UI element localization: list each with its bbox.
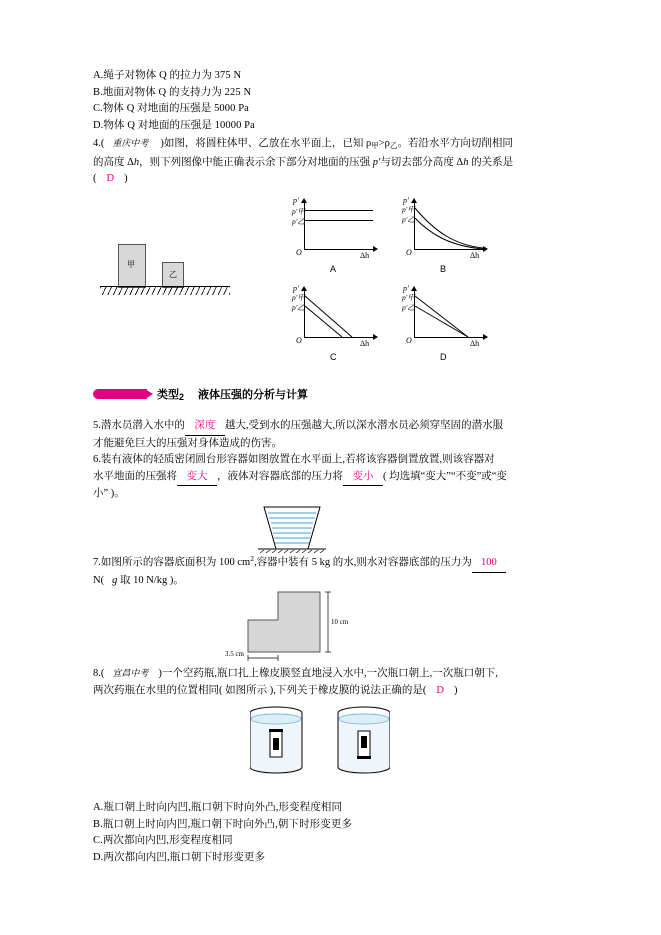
graph-d-tick-jia: p′甲 bbox=[402, 293, 415, 302]
q5-number: 5. bbox=[93, 420, 101, 431]
q4-var-h2: h bbox=[463, 156, 469, 168]
question-7 bbox=[93, 551, 571, 589]
graph-c bbox=[290, 284, 382, 362]
graph-a-tick-yi: p′乙 bbox=[292, 217, 305, 226]
graph-b-y-label: p′ bbox=[403, 196, 409, 205]
graph-a-tick-jia: p′甲 bbox=[292, 207, 305, 216]
section-arrow-icon bbox=[145, 389, 153, 399]
graph-a-y-label: p′ bbox=[293, 196, 299, 205]
graph-a-caption: A bbox=[330, 264, 337, 274]
graph-c-caption: C bbox=[330, 352, 337, 362]
q7-text-b: ,容器中装有 5 kg 的水,则水对容器底部的压力为 bbox=[253, 557, 472, 568]
q6-text-a: 装有液体的轻质密闭圆台形容器如图放置在水平面上,若将该容器倒置放置,则该容器对 bbox=[100, 454, 495, 465]
q4-stem-5: 与切去部分高度 Δ bbox=[380, 156, 464, 168]
graph-b-origin: O bbox=[406, 248, 412, 257]
q3-option-c-text: C.物体 Q 对地面的压强是 5000 Pa bbox=[93, 103, 249, 114]
graph-a-x-arrow bbox=[373, 246, 378, 252]
graph-c-y-label: p′ bbox=[293, 284, 299, 293]
graph-b-x-label: Δh bbox=[470, 251, 480, 260]
ground-hatching bbox=[100, 287, 230, 295]
question-5 bbox=[93, 418, 571, 452]
l-container-height-label: 10 cm bbox=[331, 618, 349, 626]
section-title-text: 液体压强的分析与计算 bbox=[198, 389, 309, 401]
q8-options bbox=[93, 800, 571, 866]
q4-stem-6: 的关系是 bbox=[468, 156, 514, 168]
graph-b-tick-yi: p′乙 bbox=[402, 215, 415, 224]
graph-c-tick-jia: p′甲 bbox=[292, 293, 305, 302]
q3-option-a bbox=[93, 68, 571, 85]
q4-answer: D bbox=[106, 173, 115, 184]
q3-option-b bbox=[93, 85, 571, 102]
q6-number: 6. bbox=[93, 454, 101, 465]
graph-c-origin: O bbox=[296, 336, 302, 345]
q4-stem-4: ，则下列图像中能正确表示余下部分对地面的压强 bbox=[139, 156, 373, 168]
graph-a bbox=[290, 196, 382, 274]
q5-text-a: 潜水员潜入水中的 bbox=[100, 420, 185, 431]
graph-d-y-label: p′ bbox=[403, 284, 409, 293]
graph-d-x-label: Δh bbox=[470, 339, 480, 348]
section-number: 2 bbox=[179, 392, 185, 402]
q7-answer-blank: 100 bbox=[472, 555, 506, 573]
q7-var-g: g bbox=[112, 574, 118, 586]
q7-text-c: N( bbox=[93, 574, 105, 586]
q3-option-b-text: B.地面对物体 Q 的支持力为 225 N bbox=[93, 86, 252, 98]
section-bar bbox=[93, 389, 147, 399]
q4-stem-1: )如图，将圆柱体甲、乙放在水平面上，已知 ρ bbox=[160, 138, 372, 149]
q8-exam-tag: 宜昌中考 bbox=[112, 668, 149, 678]
q6-text-b: 水平地面的压强将 bbox=[93, 470, 177, 482]
q8-stem-1: )一个空药瓶,瓶口扎上橡皮膜竖直地浸入水中,一次瓶口朝上,一次瓶口朝下, bbox=[158, 668, 498, 679]
graph-a-x-label: Δh bbox=[360, 251, 370, 260]
q7-number: 7. bbox=[93, 557, 101, 568]
questions-5-6 bbox=[93, 418, 571, 503]
q4-sub-yi: 乙 bbox=[389, 141, 398, 150]
graph-b bbox=[400, 196, 492, 274]
q8-option-b-text: B.瓶口朝上时向内凹,瓶口朝下时向外凸,朝下时形变更多 bbox=[93, 818, 353, 830]
graph-d-origin: O bbox=[406, 336, 412, 345]
q6-answer-blank-1: 变大 bbox=[177, 469, 217, 487]
q4-sub-jia: 甲 bbox=[371, 141, 379, 150]
graph-d-lines bbox=[400, 286, 492, 342]
q4-answer-close: ) bbox=[124, 173, 128, 184]
graph-a-line-jia bbox=[305, 210, 373, 211]
l-container-width-label: 3.5 cm bbox=[224, 650, 244, 658]
q4-var-h: h bbox=[133, 156, 140, 168]
section-header bbox=[93, 386, 563, 402]
figure-four-graphs bbox=[285, 198, 500, 373]
section-label: 类型 bbox=[157, 389, 179, 401]
q8-stem-2: 两次药瓶在水里的位置相同( 如图所示 ),下列关于橡皮膜的说法正确的是( bbox=[93, 684, 427, 696]
q7-text-d: 取 10 N/kg )。 bbox=[117, 574, 184, 586]
figure-l-shaped-container bbox=[200, 590, 400, 665]
graph-b-curves bbox=[400, 198, 492, 254]
question-8 bbox=[93, 665, 571, 699]
q8-number: 8.( bbox=[93, 668, 105, 679]
graph-a-y-arrow bbox=[301, 198, 307, 203]
graph-d-tick-yi: p′乙 bbox=[402, 303, 415, 312]
cylinder-jia-label: 甲 bbox=[127, 260, 135, 269]
q3-option-d-text: D.物体 Q 对地面的压强是 10000 Pa bbox=[93, 119, 255, 131]
q3-option-c bbox=[93, 101, 571, 118]
question-6 bbox=[93, 452, 571, 503]
q4-stem-2: 。若沿水平方向切削相同 bbox=[397, 138, 513, 149]
q5-text-c: 才能避免巨大的压强对身体造成的伤害。 bbox=[93, 437, 282, 449]
q7-superscript: 2 bbox=[250, 554, 254, 563]
q8-answer: D bbox=[436, 684, 444, 696]
q4-answer-open: ( bbox=[93, 173, 97, 184]
section-title bbox=[157, 386, 308, 402]
graph-c-x-label: Δh bbox=[360, 339, 370, 348]
question-4 bbox=[93, 135, 571, 188]
q4-var-p: p′ bbox=[372, 156, 381, 168]
q3-option-a-text: A.绳子对物体 Q 的拉力为 375 N bbox=[93, 70, 242, 81]
bottles-shape bbox=[250, 705, 390, 777]
graph-d-caption: D bbox=[440, 352, 447, 362]
q8-option-c-text: C.两次都向内凹,形变程度相同 bbox=[93, 835, 233, 846]
graph-a-origin: O bbox=[296, 248, 302, 257]
q4-exam-tag: 重庆中考 bbox=[112, 138, 149, 148]
q6-answer-blank-2: 变小 bbox=[343, 469, 383, 487]
q8-stem-3: ) bbox=[453, 684, 458, 696]
l-container-shape bbox=[200, 590, 400, 665]
cylinder-jia bbox=[118, 244, 146, 288]
q5-text-b: 越大,受到水的压强越大,所以深水潜水员必须穿坚固的潜水服 bbox=[224, 420, 504, 431]
graph-b-caption: B bbox=[440, 264, 447, 274]
q8-option-d-text: D.两次都向内凹,瓶口朝下时形变更多 bbox=[93, 851, 266, 863]
q4-number: 4.( bbox=[93, 138, 105, 149]
q4-stem-mid: >ρ bbox=[378, 138, 390, 149]
q4-stem-3: 的高度 Δ bbox=[93, 156, 134, 168]
figure-two-bottles-in-water bbox=[250, 705, 390, 777]
q3-option-d bbox=[93, 118, 571, 135]
q8-option-c bbox=[93, 833, 571, 850]
figure-blocks-on-ground bbox=[100, 238, 250, 306]
q6-text-d: ( 均选填“变大”“不变”或“变 bbox=[383, 470, 507, 482]
q8-option-b bbox=[93, 817, 571, 834]
figure-truncated-cone-container bbox=[252, 505, 362, 553]
graph-c-lines bbox=[290, 286, 382, 342]
cylinder-yi bbox=[162, 262, 184, 288]
q7-text-a: 如图所示的容器底面积为 100 cm bbox=[100, 557, 251, 568]
graph-a-line-yi bbox=[305, 220, 373, 221]
graph-a-x-axis bbox=[304, 249, 374, 250]
cup-shape bbox=[252, 505, 362, 553]
q8-option-d bbox=[93, 850, 571, 867]
q8-option-a-text: A.瓶口朝上时向内凹,瓶口朝下时向外凸,形变程度相同 bbox=[93, 802, 343, 813]
graph-d bbox=[400, 284, 492, 362]
graph-b-tick-jia: p′甲 bbox=[402, 205, 415, 214]
q6-text-e: 小” )。 bbox=[93, 488, 125, 499]
graph-c-tick-yi: p′乙 bbox=[292, 303, 305, 312]
question-content bbox=[93, 68, 571, 188]
q8-option-a bbox=[93, 800, 571, 817]
q6-text-c: ，液体对容器底部的压力将 bbox=[217, 470, 343, 482]
cylinder-yi-label: 乙 bbox=[169, 270, 177, 279]
q5-answer-blank: 深度 bbox=[185, 418, 225, 436]
